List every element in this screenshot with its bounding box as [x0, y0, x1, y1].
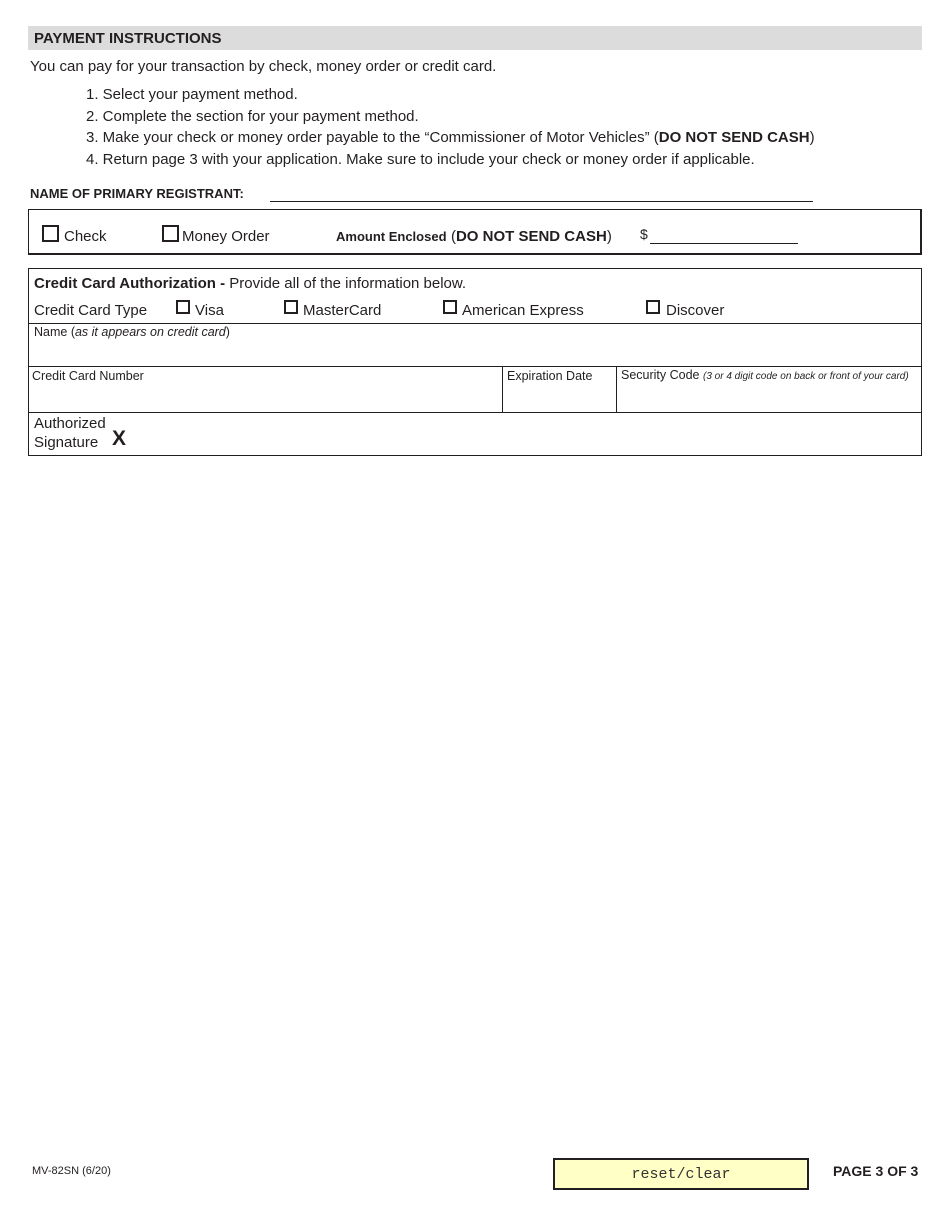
- registrant-label: NAME OF PRIMARY REGISTRANT:: [30, 186, 244, 201]
- step-2: 2. Complete the section for your payment method.: [86, 107, 419, 125]
- signature-field[interactable]: [139, 413, 921, 455]
- cc-heading: [34, 275, 466, 292]
- authorized-label: Authorized: [34, 415, 106, 432]
- credit-card-box: [28, 268, 922, 456]
- instruction-steps: [86, 84, 815, 170]
- card-number-label: Credit Card Number: [32, 369, 144, 383]
- cardholder-name-field[interactable]: [29, 324, 921, 366]
- amount-paren-open: (: [450, 228, 456, 245]
- name-label-text: Name (: [34, 325, 75, 339]
- amount-warning: DO NOT SEND CASH: [455, 228, 607, 245]
- discover-label: Discover: [666, 302, 725, 319]
- money-order-checkbox[interactable]: [162, 225, 179, 242]
- signature-x-mark: X: [112, 427, 127, 450]
- form-number: MV-82SN (6/20): [32, 1165, 111, 1177]
- currency-symbol: $: [640, 226, 648, 242]
- reset-clear-button[interactable]: reset/clear: [553, 1158, 809, 1190]
- registrant-name-field[interactable]: [270, 201, 813, 202]
- discover-checkbox[interactable]: [646, 300, 660, 314]
- security-label-text: Security Code: [621, 368, 700, 382]
- step-3-text: 3. Make your check or money order payable to the “Commissioner of Motor Vehicles” (: [86, 129, 659, 146]
- amex-checkbox[interactable]: [443, 300, 457, 314]
- step-4: 4. Return page 3 with your application. Make sure to include your check or money order if applicable.: [86, 150, 755, 168]
- cc-type-label: Credit Card Type: [34, 302, 148, 319]
- intro-text: You can pay for your transaction by check, money order or credit card.: [30, 58, 497, 75]
- payment-method-box: [28, 209, 922, 255]
- mastercard-checkbox[interactable]: [284, 300, 298, 314]
- amount-field[interactable]: [650, 243, 798, 244]
- amount-label-text: Amount Enclosed: [336, 229, 447, 244]
- step-3-close: ): [809, 129, 815, 146]
- security-hint: (3 or 4 digit code on back or front of your card): [703, 371, 909, 382]
- amount-enclosed-label: [336, 228, 612, 246]
- cc-heading-bold: Credit Card Authorization -: [34, 275, 226, 292]
- section-title: PAYMENT INSTRUCTIONS: [28, 26, 922, 50]
- visa-label: Visa: [195, 302, 224, 319]
- expiration-date-label: Expiration Date: [507, 369, 593, 383]
- name-hint: as it appears on credit card: [74, 325, 226, 339]
- check-checkbox[interactable]: [42, 225, 59, 242]
- card-number-field[interactable]: [29, 367, 502, 412]
- step-1: 1. Select your payment method.: [86, 86, 298, 103]
- cc-heading-rest: Provide all of the information below.: [225, 275, 467, 292]
- visa-checkbox[interactable]: [176, 300, 190, 314]
- signature-label: Signature: [34, 434, 99, 451]
- page-number: PAGE 3 OF 3: [833, 1163, 919, 1179]
- money-order-label: Money Order: [182, 228, 270, 245]
- step-3-warning: DO NOT SEND CASH: [658, 129, 810, 146]
- mastercard-label: MasterCard: [303, 302, 382, 319]
- step-3: [86, 127, 815, 149]
- security-code-field[interactable]: [617, 367, 921, 412]
- amount-paren-close: ): [606, 228, 612, 245]
- expiration-date-field[interactable]: [503, 367, 615, 412]
- check-label: Check: [64, 228, 107, 245]
- name-label-close: ): [225, 325, 230, 339]
- amex-label: American Express: [462, 302, 584, 319]
